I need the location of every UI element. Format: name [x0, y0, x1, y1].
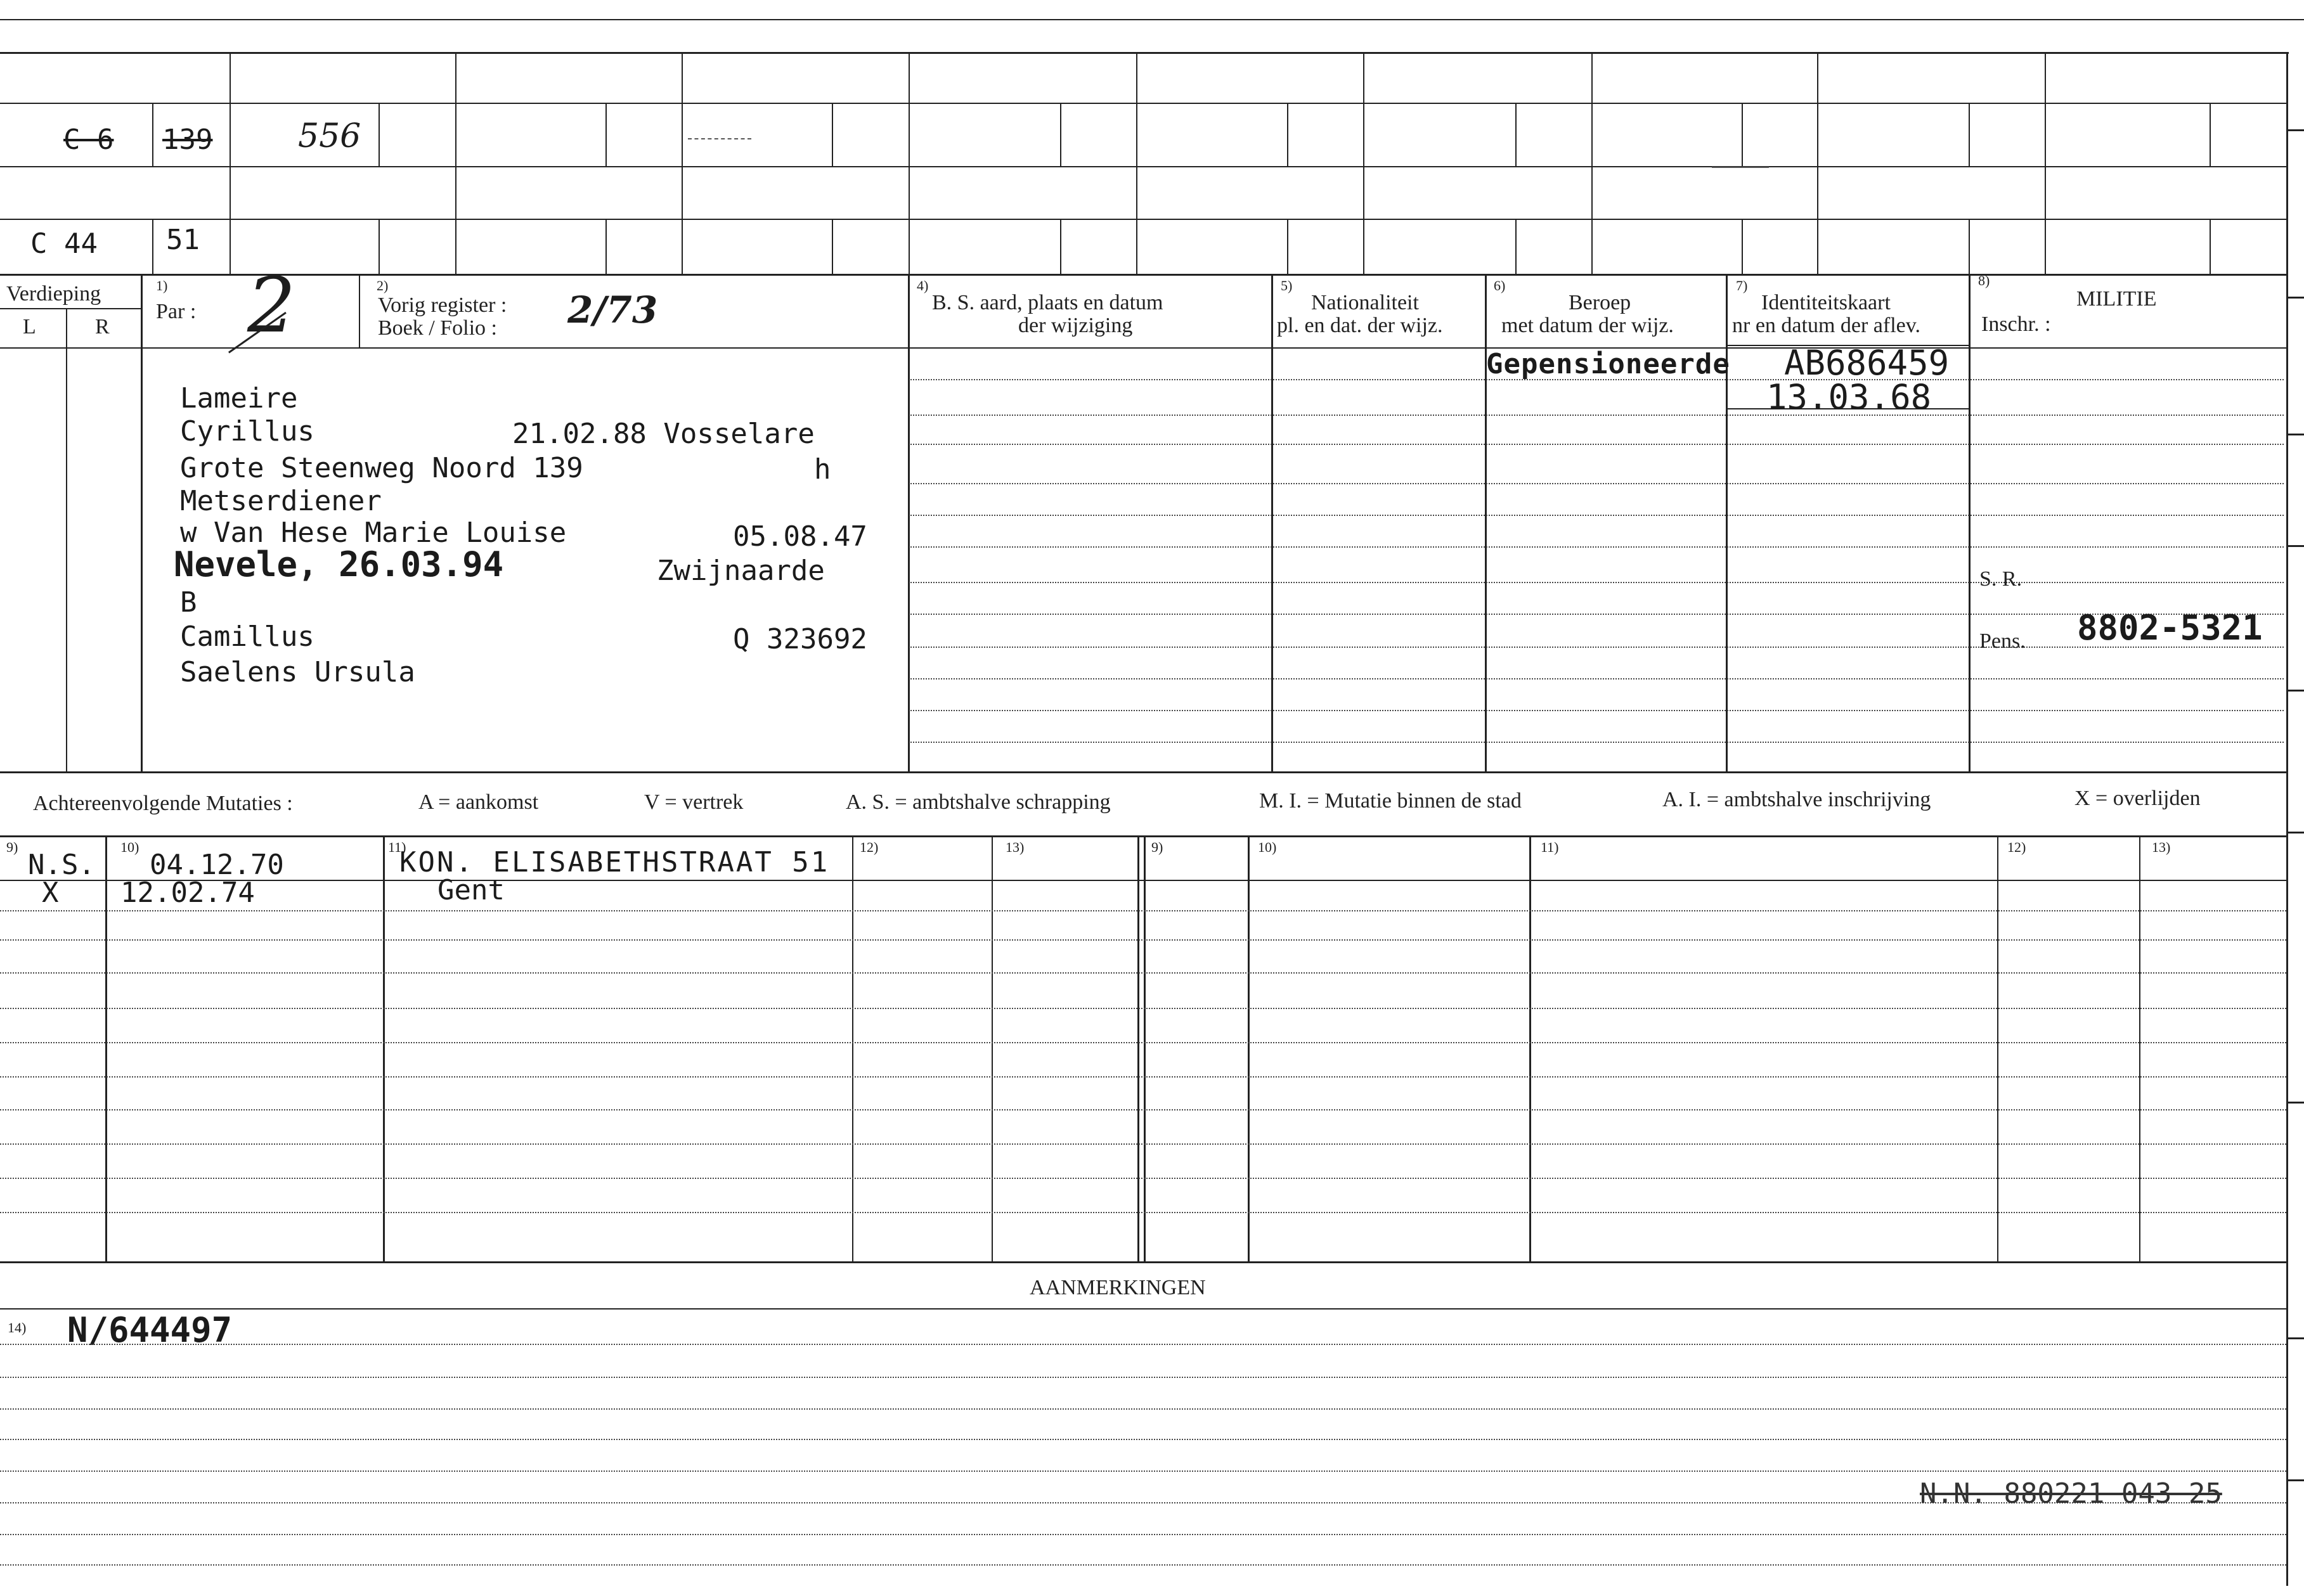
legend-mutatie: M. I. = Mutatie binnen de stad — [1259, 789, 1522, 813]
nationaliteit-label-line1: Nationaliteit — [1311, 291, 1419, 314]
mutations-top-rule — [0, 835, 2286, 837]
person-birth: 21.02.88 Vosselare — [512, 418, 815, 450]
mut-col — [992, 835, 993, 1261]
par-value: 2 — [247, 262, 296, 350]
mutations-bottom-rule — [0, 1261, 2286, 1263]
beroep-label-line1: Beroep — [1569, 291, 1631, 314]
top-rule — [0, 19, 2304, 20]
edge-tick — [2288, 1102, 2304, 1104]
l-label: L — [23, 315, 36, 338]
person-marriage: Nevele, 26.03.94 — [174, 544, 504, 584]
bs-label-line1: B. S. aard, plaats en datum — [932, 291, 1163, 314]
grid-sub-col — [2210, 103, 2211, 166]
mut-row-line — [0, 1042, 2286, 1043]
grid-sub-col — [379, 219, 380, 274]
mutation-1-date: 04.12.70 — [150, 849, 284, 881]
entry-line — [910, 582, 2284, 583]
grid-col — [455, 52, 456, 274]
person-surname: Lameire — [180, 382, 298, 415]
grid-col — [230, 52, 231, 274]
person-occupation: Metserdiener — [180, 485, 382, 517]
mut-col-label: 13) — [1006, 839, 1025, 855]
mut-row-line — [0, 1143, 2286, 1145]
grid-line — [0, 166, 2286, 167]
register-code-139: 139 — [162, 124, 213, 156]
col-divider — [1271, 274, 1273, 771]
person-marker-b: B — [180, 586, 197, 619]
remarks-number: 14) — [8, 1320, 27, 1335]
legend-schrapping: A. S. = ambtshalve schrapping — [846, 790, 1111, 814]
grid-sub-col — [152, 219, 153, 274]
mutation-2-code: X — [42, 877, 59, 909]
grid-sub-col — [1287, 103, 1288, 166]
person-spouse: w Van Hese Marie Louise — [180, 517, 567, 549]
remarks-value: N/644497 — [67, 1310, 233, 1350]
entry-line — [910, 415, 2284, 416]
col-number-6: 6) — [1494, 278, 1506, 293]
identiteitskaart-label-line1: Identiteitskaart — [1761, 291, 1891, 314]
grid-sub-col — [1060, 219, 1061, 274]
entry-line — [910, 742, 2284, 743]
col-divider — [141, 274, 143, 771]
identiteitskaart-label-line2: nr en datum der aflev. — [1732, 314, 1921, 337]
vorig-register-label: Vorig register : — [378, 293, 507, 317]
sr-label: S. R. — [1979, 567, 2022, 591]
remarks-rule — [0, 1308, 2286, 1310]
footer-number: N.N. 880221 043 25 — [1920, 1477, 2222, 1510]
grid-col — [682, 52, 683, 274]
remarks-line — [0, 1408, 2286, 1410]
grid-sub-col — [1060, 103, 1061, 166]
grid-sub-col — [1287, 219, 1288, 274]
mutation-1-code: N.S. — [28, 849, 95, 881]
remarks-line — [0, 1377, 2286, 1378]
remarks-title: AANMERKINGEN — [1030, 1276, 1206, 1299]
mut-row-line — [0, 1076, 2286, 1078]
grid-line — [0, 103, 2286, 104]
col-number-1: 1) — [156, 278, 168, 293]
entry-line — [910, 710, 2284, 711]
person-spouse-date: 05.08.47 — [733, 520, 867, 553]
col-divider — [908, 274, 910, 771]
mut-row-line — [0, 880, 2286, 881]
mut-col-label: 11) — [1541, 839, 1559, 855]
lr-divider — [0, 308, 141, 309]
mutation-2-address: Gent — [437, 874, 505, 906]
remarks-line — [0, 1344, 2286, 1345]
mut-col-label: 12) — [860, 839, 879, 855]
register-code-c6: C 6 — [63, 124, 114, 156]
id-card-number: AB686459 — [1784, 343, 1950, 383]
mut-col — [1144, 835, 1146, 1261]
edge-tick — [2288, 690, 2304, 692]
grid-sub-col — [1742, 103, 1743, 166]
person-marriage-place: Zwijnaarde — [657, 555, 825, 587]
grid-line — [0, 219, 2286, 220]
col-number-2: 2) — [377, 278, 389, 293]
grid-col — [2045, 52, 2046, 274]
grid-sub-col — [1969, 219, 1970, 274]
dash-mark — [1712, 167, 1769, 168]
inschr-label: Inschr. : — [1981, 312, 2051, 336]
mut-col — [852, 835, 853, 1261]
mut-col — [383, 835, 385, 1261]
dash-mark — [688, 138, 751, 139]
mut-col-label: 9) — [1151, 839, 1163, 855]
lr-col-divider — [66, 308, 67, 771]
grid-sub-col — [832, 219, 833, 274]
grid-line — [0, 274, 2286, 276]
id-card-date: 13.03.68 — [1766, 377, 1932, 417]
legend-overlijden: X = overlijden — [2074, 787, 2201, 810]
col-number-5: 5) — [1281, 278, 1293, 293]
grid-sub-col — [379, 103, 380, 166]
person-address: Grote Steenweg Noord 139 — [180, 452, 583, 484]
verdieping-label: Verdieping — [6, 282, 101, 306]
edge-tick — [2288, 297, 2304, 299]
r-label: R — [95, 315, 110, 338]
entry-line — [910, 546, 2284, 548]
beroep-label-line2: met datum der wijz. — [1501, 314, 1674, 337]
person-firstname: Cyrillus — [180, 415, 314, 447]
legend-aankomst: A = aankomst — [418, 790, 539, 814]
col-divider — [1969, 274, 1971, 771]
grid-sub-col — [152, 103, 153, 166]
person-father: Camillus — [180, 621, 314, 653]
mut-col-label: 11) — [388, 839, 406, 855]
person-marker-h: h — [814, 453, 831, 486]
remarks-line — [0, 1534, 2286, 1535]
remarks-line — [0, 1439, 2286, 1440]
edge-tick — [2288, 434, 2304, 435]
entry-line — [910, 444, 2284, 445]
mut-row-line — [0, 1178, 2286, 1179]
vorig-register-value: 2/73 — [567, 288, 658, 331]
mut-col — [2139, 835, 2140, 1261]
mut-col — [1137, 835, 1139, 1261]
boek-folio-label: Boek / Folio : — [378, 316, 497, 340]
grid-sub-col — [832, 103, 833, 166]
grid-col — [1363, 52, 1364, 274]
legend-title: Achtereenvolgende Mutaties : — [33, 792, 293, 815]
grid-sub-col — [605, 219, 607, 274]
grid-sub-col — [1515, 219, 1517, 274]
nationaliteit-label-line2: pl. en dat. der wijz. — [1277, 314, 1443, 337]
edge-tick — [2288, 1479, 2304, 1481]
mutation-2-date: 12.02.74 — [120, 877, 255, 909]
mut-col — [1529, 835, 1531, 1261]
entry-line — [910, 483, 2284, 484]
grid-sub-col — [1969, 103, 1970, 166]
person-mother: Saelens Ursula — [180, 656, 415, 688]
register-code-51: 51 — [166, 224, 200, 256]
mut-row-line — [0, 939, 2286, 941]
beroep-value: Gepensioneerde — [1486, 348, 1730, 380]
person-q-number: Q 323692 — [733, 623, 867, 655]
grid-col — [909, 52, 910, 274]
par-vorig-divider — [359, 274, 360, 347]
grid-sub-col — [1515, 103, 1517, 166]
col-number-8: 8) — [1978, 273, 1990, 288]
mut-col-label: 9) — [6, 839, 18, 855]
mut-col — [1997, 835, 1998, 1261]
edge-tick — [2288, 545, 2304, 547]
remarks-line — [0, 1564, 2286, 1566]
right-border — [2286, 52, 2288, 1586]
mut-col-label: 12) — [2007, 839, 2026, 855]
militie-label: MILITIE — [2076, 287, 2157, 311]
mut-row-line — [0, 910, 2286, 911]
bs-label-line2: der wijziging — [1018, 314, 1133, 337]
mut-row-line — [0, 1109, 2286, 1110]
grid-top-border — [0, 52, 2289, 54]
body-bottom-rule — [0, 771, 2286, 773]
mut-col — [105, 835, 107, 1261]
legend-inschrijving: A. I. = ambtshalve inschrijving — [1662, 788, 1931, 811]
mut-col-label: 13) — [2152, 839, 2171, 855]
mut-row-line — [0, 1212, 2286, 1213]
grid-col — [1817, 52, 1818, 274]
col-number-7: 7) — [1736, 278, 1748, 293]
grid-col — [1591, 52, 1593, 274]
edge-tick — [2288, 129, 2304, 131]
remarks-line — [0, 1471, 2286, 1472]
par-label: Par : — [156, 300, 197, 323]
edge-tick — [2288, 832, 2304, 833]
grid-sub-col — [605, 103, 607, 166]
register-code-c44: C 44 — [30, 228, 98, 260]
mut-col-label: 10) — [1258, 839, 1277, 855]
grid-sub-col — [1742, 219, 1743, 274]
entry-line — [910, 515, 2284, 516]
register-code-556: 556 — [298, 117, 361, 155]
mut-row-line — [0, 972, 2286, 974]
grid-sub-col — [2210, 219, 2211, 274]
legend-vertrek: V = vertrek — [644, 790, 744, 814]
col-number-4: 4) — [917, 278, 929, 293]
grid-col — [1136, 52, 1137, 274]
mut-col-label: 10) — [120, 839, 139, 855]
mut-row-line — [0, 1008, 2286, 1009]
mut-col — [1248, 835, 1250, 1261]
entry-line — [910, 678, 2284, 679]
edge-tick — [2288, 1337, 2304, 1339]
mutation-1-address: KON. ELISABETHSTRAAT 51 — [399, 846, 830, 878]
pens-label: Pens. — [1979, 629, 2026, 653]
pens-value: 8802-5321 — [2077, 608, 2263, 648]
